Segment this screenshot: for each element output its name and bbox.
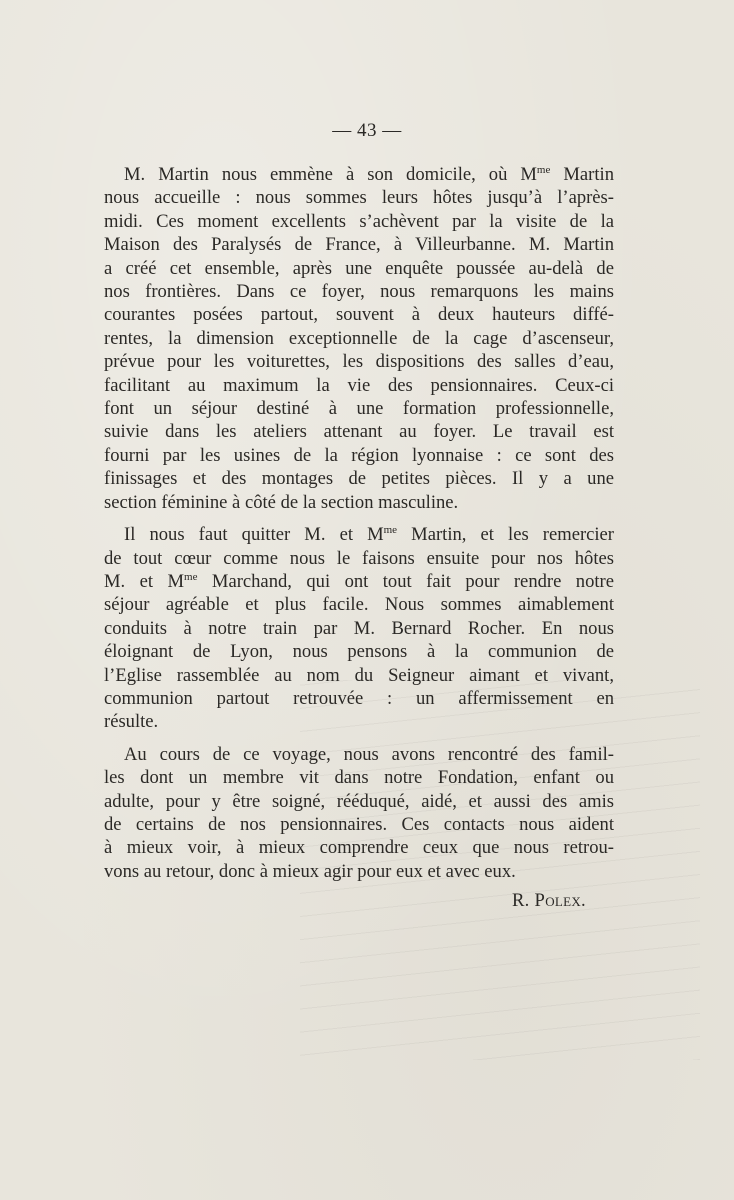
superscript: me (383, 524, 398, 537)
text-segment: section féminine à côté de la section masculine. (104, 491, 459, 513)
text-line (104, 813, 614, 836)
text-line (104, 640, 614, 663)
text-segment: courantes posées partout, souvent à deux hauteurs diffé- (104, 304, 614, 326)
text-segment: suivie dans les ateliers attenant au foyer. Le travail est (104, 421, 614, 443)
text-line (104, 790, 614, 813)
text-line (104, 617, 614, 640)
page-number: — 43 — (332, 120, 402, 141)
text-segment: a créé cet ensemble, après une enquête poussée au-delà de (104, 257, 614, 279)
text-segment: conduits à notre train par M. Bernard Rocher. En nous (104, 617, 614, 639)
text-segment: fourni par les usines de la région lyonnaise : ce sont des (104, 444, 614, 466)
text-segment: communion partout retrouvée : un affermissement en (104, 687, 614, 709)
text-line (104, 743, 614, 766)
text-line (104, 444, 614, 467)
text-line (104, 163, 614, 186)
text-line (104, 397, 614, 420)
text-line (104, 303, 614, 326)
text-segment: midi. Ces moment excellents s’achèvent par la visite de la (104, 210, 614, 232)
superscript: me (184, 570, 198, 583)
text-segment: de tout cœur comme nous le faisons ensuite pour nos hôtes (104, 547, 614, 569)
paragraph-1 (104, 163, 614, 514)
text-segment: séjour agréable et plus facile. Nous sommes aimablement (104, 594, 614, 616)
text-segment: vons au retour, donc à mieux agir pour eux et avec eux. (104, 860, 516, 882)
text-line (104, 766, 614, 789)
text-line (104, 593, 614, 616)
body-text (104, 163, 614, 883)
text-segment: résulte. (104, 711, 159, 733)
text-line (104, 547, 614, 570)
text-line (104, 710, 614, 733)
text-segment: nos frontières. Dans ce foyer, nous remarquons les mains (104, 281, 614, 303)
text-segment: l’Eglise rassemblée au nom du Seigneur aimant et vivant, (104, 664, 614, 686)
text-line (104, 687, 614, 710)
text-segment: à mieux voir, à mieux comprendre ceux que nous retrou- (104, 837, 614, 859)
text-line (104, 491, 614, 514)
text-line (104, 233, 614, 256)
text-segment: font un séjour destiné à une formation professionnelle, (104, 398, 614, 420)
text-line (104, 570, 614, 593)
text-line (104, 257, 614, 280)
text-line (104, 467, 614, 490)
text-segment: éloignant de Lyon, nous pensons à la communion de (104, 641, 614, 663)
text-line (104, 210, 614, 233)
text-segment: de certains de nos pensionnaires. Ces contacts nous aident (104, 813, 614, 835)
text-line (104, 523, 614, 546)
text-line (104, 327, 614, 350)
text-segment: M. Martin nous emmène à son domicile, où M (124, 164, 537, 185)
text-line (104, 186, 614, 209)
superscript: me (536, 164, 551, 176)
text-line (104, 280, 614, 303)
text-segment: nous accueille : nous sommes leurs hôtes jusqu’à l’après- (104, 187, 614, 209)
signature (512, 890, 586, 912)
text-segment: rentes, la dimension exceptionnelle de la cage d’ascenseur, (104, 327, 614, 349)
text-segment: Martin, et les remercier (397, 524, 614, 546)
text-segment: finissages et des montages de petites pièces. Il y a une (104, 468, 614, 490)
text-segment: les dont un membre vit dans notre Fondation, enfant ou (104, 767, 614, 789)
text-segment: M. et M (104, 570, 185, 592)
text-segment: prévue pour les voiturettes, les dispositions des salles d’eau, (104, 351, 614, 373)
text-line (104, 374, 614, 397)
text-line (104, 420, 614, 443)
text-segment: Il nous faut quitter M. et M (124, 524, 384, 546)
signature-name: Polex. (534, 890, 586, 911)
text-segment: adulte, pour y être soigné, rééduqué, aidé, et aussi des amis (104, 790, 614, 812)
text-segment: facilitant au maximum la vie des pensionnaires. Ceux-ci (104, 374, 614, 396)
paragraph-2 (104, 523, 614, 734)
signature-initial: R. (511, 890, 530, 911)
text-line (104, 860, 614, 883)
text-line (104, 664, 614, 687)
text-segment: Marchand, qui ont tout fait pour rendre notre (197, 570, 614, 592)
text-segment: Maison des Paralysés de France, à Villeurbanne. M. Martin (104, 234, 614, 256)
text-segment: Au cours de ce voyage, nous avons rencontré des famil- (124, 743, 614, 765)
text-line (104, 836, 614, 859)
paragraph-3 (104, 743, 614, 883)
text-line (104, 350, 614, 373)
text-segment: Martin (550, 164, 614, 185)
